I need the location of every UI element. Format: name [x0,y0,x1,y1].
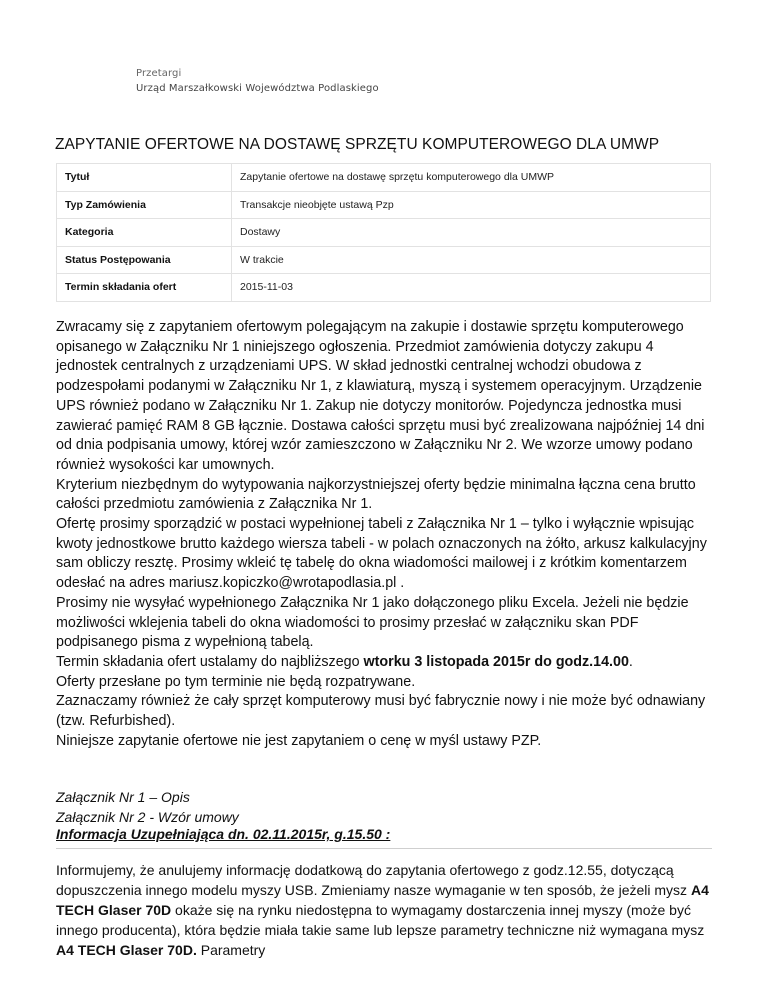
row-value: Zapytanie ofertowe na dostawę sprzętu komputerowego dla UMWP [232,164,711,192]
paragraph-no-excel: Prosimy nie wysyłać wypełnionego Załącznika Nr 1 jako dołączonego pliku Excela. Jeżeli nie będzie możliwości wklejenia tabeli do okna wiadomości to prosimy przesłać w załączniku skan PDF podpisanego pisma z wypełnioną tabelą. [56,594,689,651]
table-row [57,274,711,302]
divider [56,848,712,849]
row-value: Transakcje nieobjęte ustawą Pzp [232,191,711,219]
attachment-link-2[interactable]: Załącznik Nr 2 - Wzór umowy [56,809,239,825]
row-key: Kategoria [57,219,232,247]
paragraph-deadline [56,653,716,673]
table-row [57,246,711,274]
row-key: Typ Zamówienia [57,191,232,219]
page-header [136,66,379,96]
supplementary-info-text [56,860,716,960]
page-title: ZAPYTANIE OFERTOWE NA DOSTAWĘ SPRZĘTU KOMPUTEROWEGO DLA UMWP [55,136,660,153]
row-value: Dostawy [232,219,711,247]
attachment-link-1[interactable]: Załącznik Nr 1 – Opis [56,789,190,805]
row-value: W trakcie [232,246,711,274]
paragraph-not-price-inquiry: Niniejsze zapytanie ofertowe nie jest zapytaniem o cenę w myśl ustawy PZP. [56,732,542,749]
row-key: Termin składania ofert [57,274,232,302]
tender-details-table [56,163,711,302]
paragraph-late-offers: Oferty przesłane po tym terminie nie będą rozpatrywane. [56,673,416,690]
mouse-model-2: A4 TECH Glaser 70D. [56,942,197,958]
row-value: 2015-11-03 [232,274,711,302]
row-key: Tytuł [57,164,232,192]
info-text-1: Informujemy, że anulujemy informację dodatkową do zapytania ofertowego z godz.12.55, dotyczącą dopuszczenia innego modelu myszy USB. Zmieniamy nasze wymaganie w ten sposób, że jeżeli mysz [56,862,691,898]
paragraph-offer-form: Ofertę prosimy sporządzić w postaci wypełnionej tabeli z Załącznika Nr 1 – tylko i wyłącznie wpisując kwoty jednostkowe brutto każdego wiersza tabeli - w polach oznaczonych na żółto, arkusz kalkulacyjny sam obliczy resztę. Prosimy wkleić tę tabelę do okna wiadomości mailowej i z krótkim komentarzem odesłać na adres mariusz.kopiczko@wrotapodlasia.pl . [56,516,707,592]
institution-name: Urząd Marszałkowski Województwa Podlaskiego [136,83,379,94]
deadline-date: wtorku 3 listopada 2015r do godz.14.00 [363,653,629,670]
row-key: Status Postępowania [57,246,232,274]
paragraph-new-equipment: Zaznaczamy również że cały sprzęt komputerowy musi być fabrycznie nowy i nie może być odnawiany (tzw. Refurbished). [56,693,706,730]
paragraph-scope: Zwracamy się z zapytaniem ofertowym polegającym na zakupie i dostawie sprzętu komputerowego opisanego w Załączniku Nr 1 niniejszego ogłoszenia. Przedmiot zamówienia dotyczy zakupu 4 jednostek centralnych z urządzeniami UPS. W skład jednostki centralnej wchodzi obudowa z podzespołami podanymi w Załączniku Nr 1, z klawiaturą, myszą i systemem operacyjnym. Urządzenie UPS również podano w Załączniku Nr 1. Zakup nie dotyczy monitorów. Pojedyncza jednostka musi zawierać pamięć RAM 8 GB łącznie. Dostawa całości sprzętu musi być zrealizowana najpóźniej 14 dni od dnia podpisania umowy, której wzór zamieszczono w Załączniku Nr 2. We wzorze umowy podano również wysokości kar umownych. [56,319,705,473]
breadcrumb[interactable]: Przetargi [136,68,182,79]
tender-description [56,318,716,751]
attachments-list [56,787,239,827]
table-row [57,191,711,219]
table-row [57,164,711,192]
deadline-text-pre: Termin składania ofert ustalamy do najbliższego [56,653,364,670]
deadline-text-post: . [628,653,633,670]
supplementary-info-heading: Informacja Uzupełniająca dn. 02.11.2015r, g.15.50 : [56,826,391,842]
info-text-2: okaże się na rynku niedostępna to wymagamy dostarczenia innej myszy (może być innego producenta), która będzie miała takie same lub lepsze parametry techniczne niż wymagana mysz [56,902,705,938]
table-row [57,219,711,247]
paragraph-criterion: Kryterium niezbędnym do wytypowania najkorzystniejszej oferty będzie minimalna łączna cena brutto całości przedmiotu zamówienia z Załącznika Nr 1. [56,476,696,513]
info-text-3: Parametry [196,942,266,958]
mouse-model-1: A4 TECH Glaser 70D [56,882,709,918]
